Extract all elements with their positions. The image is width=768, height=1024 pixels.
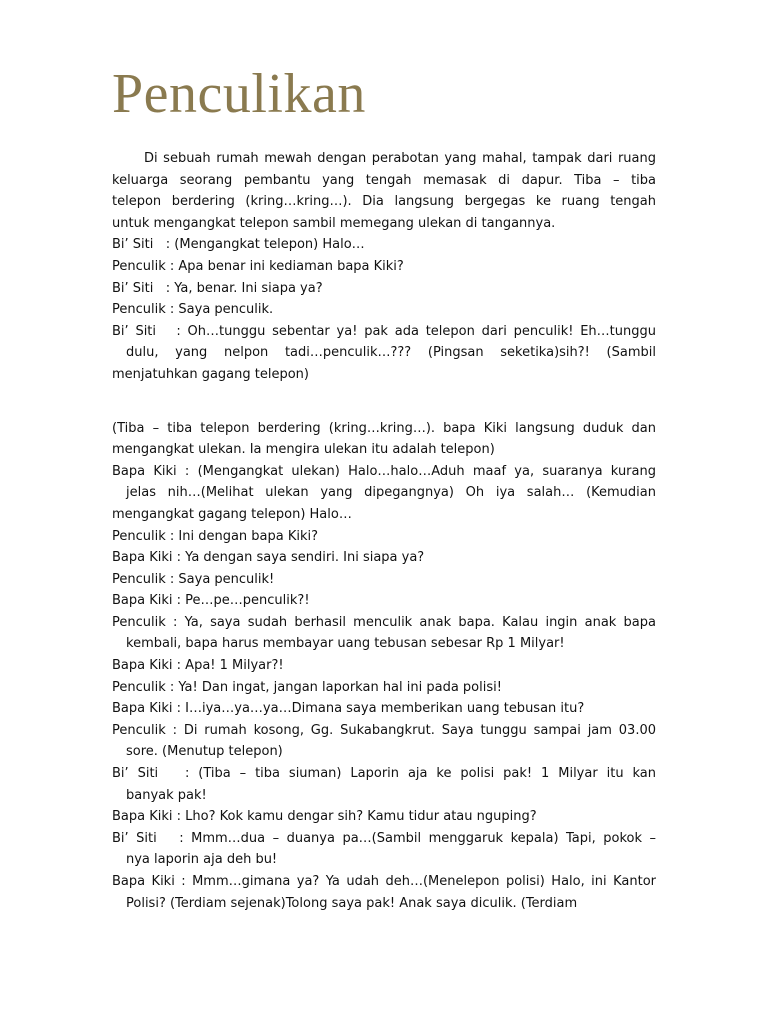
dialogue-text: Mmm…dua – duanya pa…(Sambil menggaruk kepala) Tapi, pokok – <box>191 830 657 846</box>
dialogue-line <box>112 461 656 483</box>
speaker-label: Bi’ Siti : <box>112 830 192 846</box>
dialogue-entry <box>0 299 768 321</box>
dialogue-text: I…iya…ya…ya…Dimana saya memberikan uang tebusan itu? <box>185 701 585 717</box>
speaker-label: Penculik : <box>112 528 179 544</box>
speaker-label: Penculik : <box>112 679 179 695</box>
dialogue-entry <box>0 612 768 655</box>
dialogue-text: Saya penculik. <box>178 302 274 318</box>
dialogue-text: (Tiba – tiba siuman) Laporin aja ke polisi pak! 1 Milyar itu kan <box>198 766 656 782</box>
dialogue-text: Ya, saya sudah berhasil menculik anak bapa. Kalau ingin anak bapa <box>184 614 656 630</box>
dialogue-line <box>112 321 656 343</box>
dialogue-line <box>112 569 656 591</box>
speaker-label: Bapa Kiki : <box>112 593 186 609</box>
dialogue-line: jelas nih…(Melihat ulekan yang dipegangnya) Oh iya salah… (Kemudian <box>126 485 656 501</box>
dialogue-text: Ya! Dan ingat, jangan laporkan hal ini pada polisi! <box>178 679 502 695</box>
dialogue-text: Ini dengan bapa Kiki? <box>178 528 319 544</box>
dialogue-text: Oh…tunggu sebentar ya! pak ada telepon dari penculik! Eh…tunggu <box>187 323 656 339</box>
speaker-label: Penculik : <box>112 302 179 318</box>
scene-line: mengangkat ulekan. Ia mengira ulekan itu adalah telepon) <box>112 442 495 458</box>
dialogue-line <box>112 547 656 569</box>
dialogue-entry <box>0 806 768 828</box>
scene-line: (Tiba – tiba telepon berdering (kring…kring…). bapa Kiki langsung duduk dan <box>112 420 656 436</box>
dialogue-line: sore. (Menutup telepon) <box>126 744 283 760</box>
dialogue-line <box>112 720 656 742</box>
dialogue-line: kembali, bapa harus membayar uang tebusan sebesar Rp 1 Milyar! <box>126 636 565 652</box>
speaker-label: Penculik : <box>112 614 185 630</box>
section-gap <box>0 386 768 418</box>
dialogue-text: Di rumah kosong, Gg. Sukabangkrut. Saya tunggu sampai jam 03.00 <box>183 722 656 738</box>
dialogue-line: nya laporin aja deh bu! <box>126 852 278 868</box>
intro-line: telepon berdering (kring…kring…). Dia langsung bergegas ke ruang tengah <box>112 194 656 210</box>
dialogue-entry <box>0 677 768 699</box>
dialogue-entry <box>0 763 768 806</box>
dialogue-line: menjatuhkan gagang telepon) <box>112 366 309 382</box>
dialogue-line: Polisi? (Terdiam sejenak)Tolong saya pak! Anak saya diculik. (Terdiam <box>126 895 578 911</box>
dialogue-entry <box>0 461 768 526</box>
dialogue-line <box>112 256 656 278</box>
dialogue-entry <box>0 569 768 591</box>
dialogue-line <box>112 806 656 828</box>
speaker-label: Bapa Kiki : <box>112 463 198 479</box>
dialogue-entry <box>0 655 768 677</box>
speaker-label: Penculik : <box>112 571 179 587</box>
dialogue-entry <box>0 321 768 386</box>
intro-line: Di sebuah rumah mewah dengan perabotan yang mahal, tampak dari ruang <box>144 151 656 166</box>
speaker-label: Bapa Kiki : <box>112 809 186 825</box>
document-title: Penculikan <box>112 63 366 125</box>
speaker-label: Bapa Kiki : <box>112 550 186 566</box>
dialogue-entry <box>0 234 768 256</box>
dialogue-text: Pe…pe…penculik?! <box>185 593 310 609</box>
document-body <box>0 148 768 914</box>
speaker-label: Bapa Kiki : <box>112 658 186 674</box>
dialogue-text: Mmm…gimana ya? Ya udah deh…(Menelepon polisi) Halo, ini Kantor <box>192 874 656 889</box>
dialogue-text: (Mengangkat ulekan) Halo…halo…Aduh maaf ya, suaranya kurang <box>197 463 656 479</box>
dialogue-line: banyak pak! <box>126 787 207 803</box>
dialogue-entry <box>0 828 768 871</box>
dialogue-text: Apa! 1 Milyar?! <box>185 658 284 674</box>
dialogue-entry <box>0 698 768 720</box>
dialogue-text: Ya dengan saya sendiri. Ini siapa ya? <box>185 550 425 566</box>
intro-paragraph <box>0 148 768 234</box>
dialogue-line <box>112 698 656 720</box>
speaker-label: Bi’ Siti : <box>112 280 175 296</box>
scene-paragraph <box>0 418 768 461</box>
dialogue-text: Saya penculik! <box>178 571 275 587</box>
dialogue-entry <box>0 720 768 763</box>
dialogue-line <box>112 299 656 321</box>
dialogue-line: mengangkat gagang telepon) Halo… <box>112 506 352 522</box>
speaker-label: Bapa Kiki : <box>112 874 193 889</box>
speaker-label: Penculik : <box>112 258 179 274</box>
dialogue-line <box>112 590 656 612</box>
dialogue-line <box>112 828 656 850</box>
dialogue-line <box>112 871 656 893</box>
dialogue-line <box>112 612 656 634</box>
dialogue-line: dulu, yang nelpon tadi…penculik…??? (Pingsan seketika)sih?! (Sambil <box>126 345 656 361</box>
dialogue-line <box>112 234 656 256</box>
dialogue-line <box>112 655 656 677</box>
intro-line: untuk mengangkat telepon sambil memegang ulekan di tangannya. <box>112 215 556 231</box>
dialogue-entry <box>0 256 768 278</box>
dialogue-entry <box>0 871 768 914</box>
speaker-label: Penculik : <box>112 722 184 738</box>
dialogue-text: Lho? Kok kamu dengar sih? Kamu tidur atau nguping? <box>185 809 537 825</box>
speaker-label: Bi’ Siti : <box>112 237 175 253</box>
dialogue-line <box>112 278 656 300</box>
dialogue-text: Apa benar ini kediaman bapa Kiki? <box>178 258 404 274</box>
intro-line: keluarga seorang pembantu yang tengah memasak di dapur. Tiba – tiba <box>112 172 656 188</box>
dialogue-line <box>112 526 656 548</box>
dialogue-text: (Mengangkat telepon) Halo… <box>174 237 365 253</box>
speaker-label: Bi’ Siti : <box>112 766 199 782</box>
dialogue-entry <box>0 526 768 548</box>
dialogue-line <box>112 677 656 699</box>
dialogue-entry <box>0 278 768 300</box>
dialogue-entry <box>0 547 768 569</box>
dialogue-text: Ya, benar. Ini siapa ya? <box>174 280 323 296</box>
dialogue-line <box>112 763 656 785</box>
speaker-label: Bapa Kiki : <box>112 701 186 717</box>
dialogue-entry <box>0 590 768 612</box>
speaker-label: Bi’ Siti : <box>112 323 188 339</box>
